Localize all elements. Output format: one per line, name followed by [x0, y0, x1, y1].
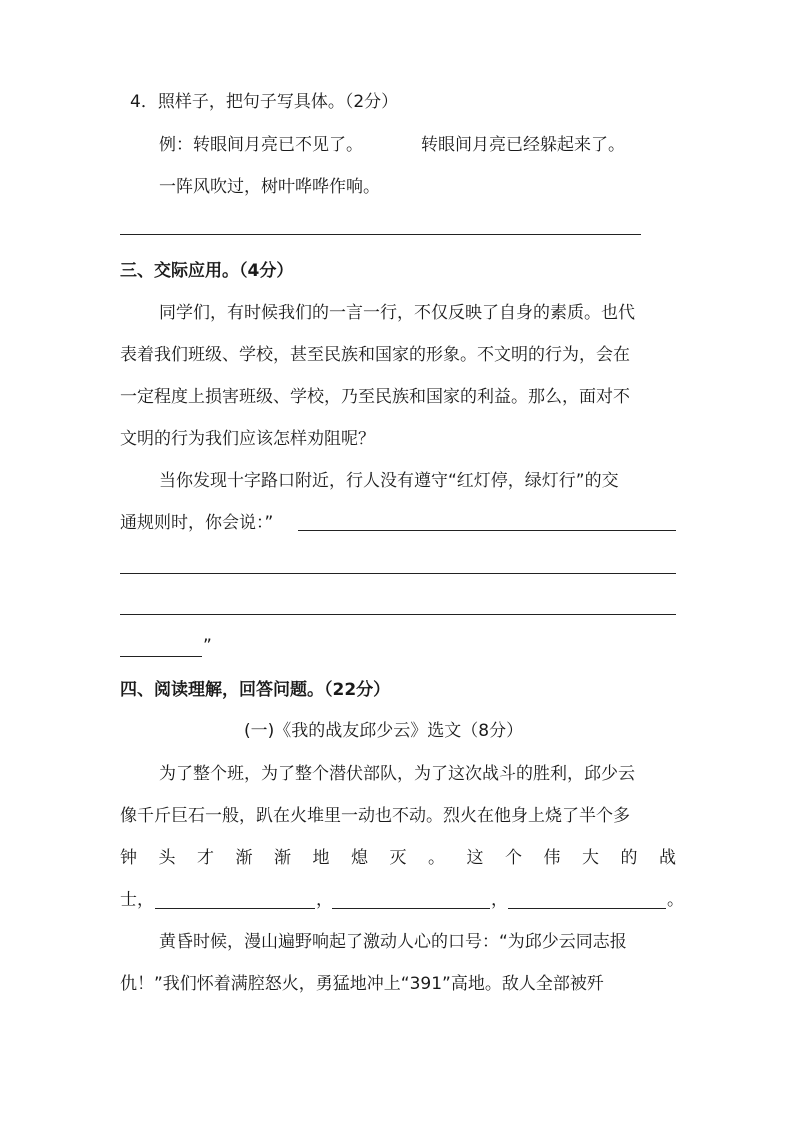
section3-answer-line[interactable] — [298, 530, 676, 531]
q4-example-answer: 转眼间月亮已经躲起来了。 — [421, 135, 625, 155]
section3-para-line: 一定程度上损害班级、学校，乃至民族和国家的利益。那么，面对不 — [120, 387, 630, 407]
q4-answer-line[interactable] — [120, 234, 641, 235]
section3-answer-line[interactable] — [120, 656, 202, 657]
blank-separator: ， — [491, 890, 508, 910]
passage-char: 才 — [197, 848, 214, 868]
passage-char: 渐 — [274, 848, 291, 868]
passage-line: 像千斤巨石一般，趴在火堆里一动也不动。烈火在他身上烧了半个多 — [120, 806, 630, 826]
q4-example-label: 例：转眼间月亮已不见了。 — [159, 135, 363, 155]
passage-char: 灭 — [389, 848, 407, 868]
section3-heading: 三、交际应用。（4分） — [120, 261, 294, 281]
section3-para-line: 表着我们班级、学校，甚至民族和国家的形象。不文明的行为，会在 — [120, 345, 630, 365]
section3-answer-line[interactable] — [120, 614, 676, 615]
blank-end: 。 — [667, 890, 684, 910]
passage-char: 个 — [505, 848, 522, 868]
passage-char: 地 — [312, 848, 330, 868]
passage-char: 战 — [659, 848, 676, 868]
passage-line: 为了整个班，为了整个潜伏部队，为了这次战斗的胜利，邱少云 — [159, 764, 635, 784]
section3-para-line: 文明的行为我们应该怎样劝阻呢？ — [120, 429, 375, 449]
passage-char: 钟 — [120, 848, 137, 868]
fill-blank-3[interactable] — [508, 908, 666, 909]
blank-line-lead: 士， — [120, 890, 154, 910]
section3-question-line: 当你发现十字路口附近，行人没有遵守“红灯停，绿灯行”的交 — [159, 471, 619, 491]
passage-char: 大 — [582, 848, 599, 868]
passage-line: 仇！”我们怀着满腔怒火，勇猛地冲上“391”高地。敌人全部被歼 — [120, 974, 604, 994]
passage-char: 头 — [158, 848, 176, 868]
passage-char: 伟 — [543, 848, 561, 868]
section4-heading: 四、阅读理解，回答问题。（22分） — [120, 680, 391, 700]
passage-char: 这 — [466, 848, 484, 868]
section3-close-quote: ” — [203, 636, 212, 656]
blank-separator: ， — [316, 890, 333, 910]
passage-spaced-line — [120, 846, 676, 870]
passage-line: 黄昏时候，漫山遍野响起了激动人心的口号：“为邱少云同志报 — [159, 932, 627, 952]
q4-title: 4．照样子，把句子写具体。（2分） — [130, 92, 399, 112]
fill-blank-2[interactable] — [332, 908, 490, 909]
passage-char: 熄 — [351, 848, 368, 868]
fill-blank-1[interactable] — [155, 908, 315, 909]
passage-char: 的 — [620, 848, 638, 868]
section3-question-line: 通规则时，你会说：” — [120, 513, 274, 533]
passage-char: 渐 — [235, 848, 253, 868]
section3-para-line: 同学们，有时候我们的一言一行，不仅反映了自身的素质。也代 — [159, 303, 635, 323]
passage-title: (一)《我的战友邱少云》选文（8分） — [244, 721, 524, 741]
passage-char: 。 — [428, 848, 445, 868]
section3-answer-line[interactable] — [120, 573, 676, 574]
q4-prompt: 一阵风吹过，树叶哗哗作响。 — [159, 177, 380, 197]
